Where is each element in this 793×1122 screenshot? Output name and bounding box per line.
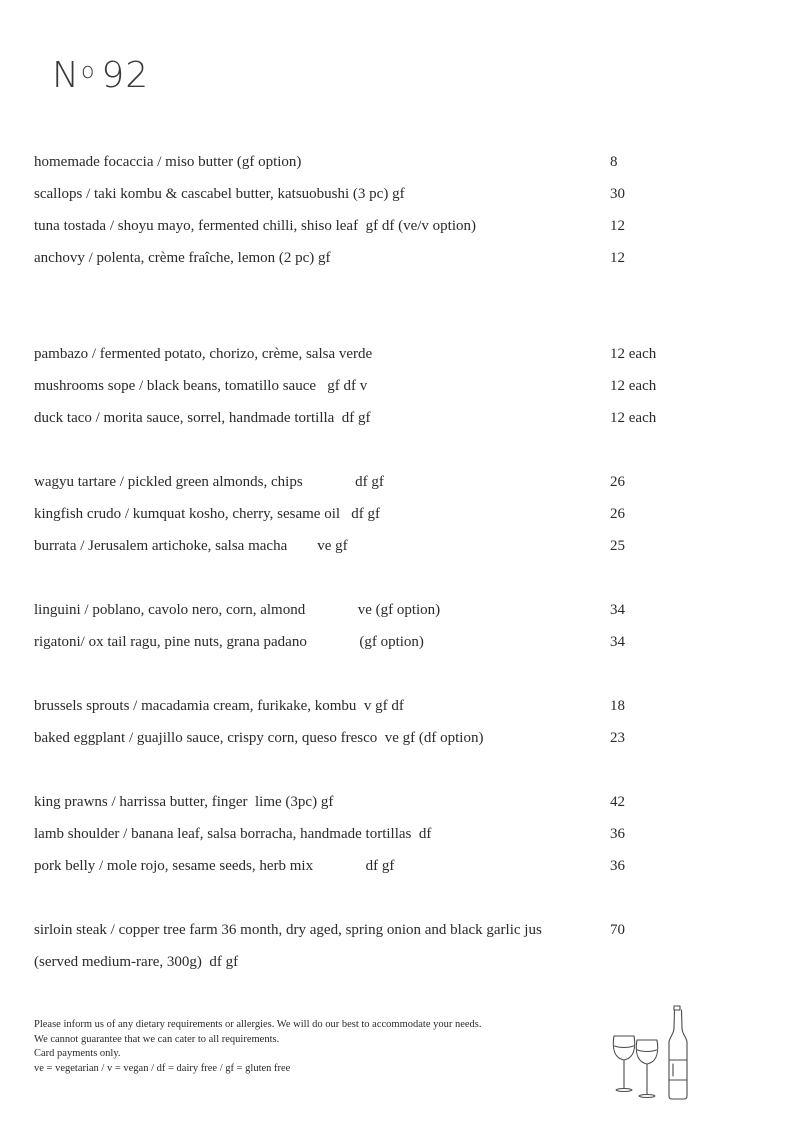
menu-item-price: 34 xyxy=(610,634,625,650)
menu-item-description: wagyu tartare / pickled green almonds, chips df gf xyxy=(34,474,384,490)
menu-item-description: tuna tostada / shoyu mayo, fermented chilli, shiso leaf gf df (ve/v option) xyxy=(34,218,476,234)
menu-item-price: 12 each xyxy=(610,378,657,394)
footer-notes xyxy=(34,1018,482,1076)
menu-item-price: 12 xyxy=(610,250,625,266)
menu-item xyxy=(34,920,774,940)
menu-item-description: lamb shoulder / banana leaf, salsa borracha, handmade tortillas df xyxy=(34,826,432,842)
menu-item-price: 26 xyxy=(610,474,625,490)
menu-item xyxy=(34,344,774,364)
menu-item-description: pork belly / mole rojo, sesame seeds, herb mix df gf xyxy=(34,858,395,874)
menu-item-price: 12 xyxy=(610,218,625,234)
menu-item xyxy=(34,184,774,204)
menu-item-price: 8 xyxy=(610,154,618,170)
menu-item xyxy=(34,600,774,620)
menu-item-price: 12 each xyxy=(610,346,657,362)
menu-item-description: (served medium-rare, 300g) df gf xyxy=(34,954,239,970)
menu-item-price: 34 xyxy=(610,602,625,618)
menu-item xyxy=(34,856,774,876)
note-dietary: Please inform us of any dietary requirements or allergies. We will do our best to accommodate your needs. xyxy=(34,1019,482,1030)
menu-item-description: duck taco / morita sauce, sorrel, handmade tortilla df gf xyxy=(34,410,371,426)
menu-item xyxy=(34,792,774,812)
menu-item-price: 18 xyxy=(610,698,625,714)
menu-item-description: burrata / Jerusalem artichoke, salsa macha ve gf xyxy=(34,538,348,554)
menu-item xyxy=(34,632,774,652)
menu-item-description: homemade focaccia / miso butter (gf option) xyxy=(34,154,302,170)
menu-item xyxy=(34,504,774,524)
restaurant-logo xyxy=(52,52,149,105)
menu-item-price: 36 xyxy=(610,858,625,874)
menu-item xyxy=(34,408,774,428)
note-legend: ve = vegetarian / v = vegan / df = dairy free / gf = gluten free xyxy=(34,1062,291,1074)
note-guarantee: We cannot guarantee that we can cater to all requirements. xyxy=(34,1033,280,1045)
menu-item-price: 12 each xyxy=(610,410,657,426)
menu-item xyxy=(34,152,774,172)
menu-item xyxy=(34,696,774,716)
menu-item-description: mushrooms sope / black beans, tomatillo sauce gf df v xyxy=(34,378,368,394)
menu-item-description: anchovy / polenta, crème fraîche, lemon (2 pc) gf xyxy=(34,250,331,266)
logo-superscript: o xyxy=(80,59,96,84)
menu-item-description: king prawns / harrissa butter, finger lime (3pc) gf xyxy=(34,794,334,810)
menu-item xyxy=(34,728,774,748)
menu-item xyxy=(34,952,774,972)
menu-item xyxy=(34,536,774,556)
menu-item-description: sirloin steak / copper tree farm 36 month, dry aged, spring onion and black garlic jus xyxy=(34,922,542,938)
menu-item xyxy=(34,824,774,844)
menu-item-description: brussels sprouts / macadamia cream, furikake, kombu v gf df xyxy=(34,698,404,714)
menu-item xyxy=(34,376,774,396)
menu-item-description: baked eggplant / guajillo sauce, crispy corn, queso fresco ve gf (df option) xyxy=(34,730,484,746)
menu-item-description: pambazo / fermented potato, chorizo, crème, salsa verde xyxy=(34,346,373,362)
menu-item-price: 23 xyxy=(610,730,625,746)
logo-number: 92 xyxy=(101,55,150,96)
menu-item-price: 42 xyxy=(610,794,625,810)
menu-item-description: scallops / taki kombu & cascabel butter, katsuobushi (3 pc) gf xyxy=(34,186,405,202)
menu-item-description: kingfish crudo / kumquat kosho, cherry, sesame oil df gf xyxy=(34,506,381,522)
menu-item xyxy=(34,248,774,268)
menu-item-description: linguini / poblano, cavolo nero, corn, almond ve (gf option) xyxy=(34,602,441,618)
logo-letter: N xyxy=(52,55,80,96)
menu-item xyxy=(34,216,774,236)
menu-item-price: 26 xyxy=(610,506,625,522)
menu-item-description: rigatoni/ ox tail ragu, pine nuts, grana padano (gf option) xyxy=(34,634,424,650)
note-payment: Card payments only. xyxy=(34,1048,121,1059)
menu-item xyxy=(34,472,774,492)
menu-item-price: 36 xyxy=(610,826,625,842)
menu-item-price: 70 xyxy=(610,922,625,938)
menu-item-price: 30 xyxy=(610,186,625,202)
menu-item-price: 25 xyxy=(610,538,625,554)
wine-glasses-and-bottle-icon xyxy=(608,1002,692,1102)
